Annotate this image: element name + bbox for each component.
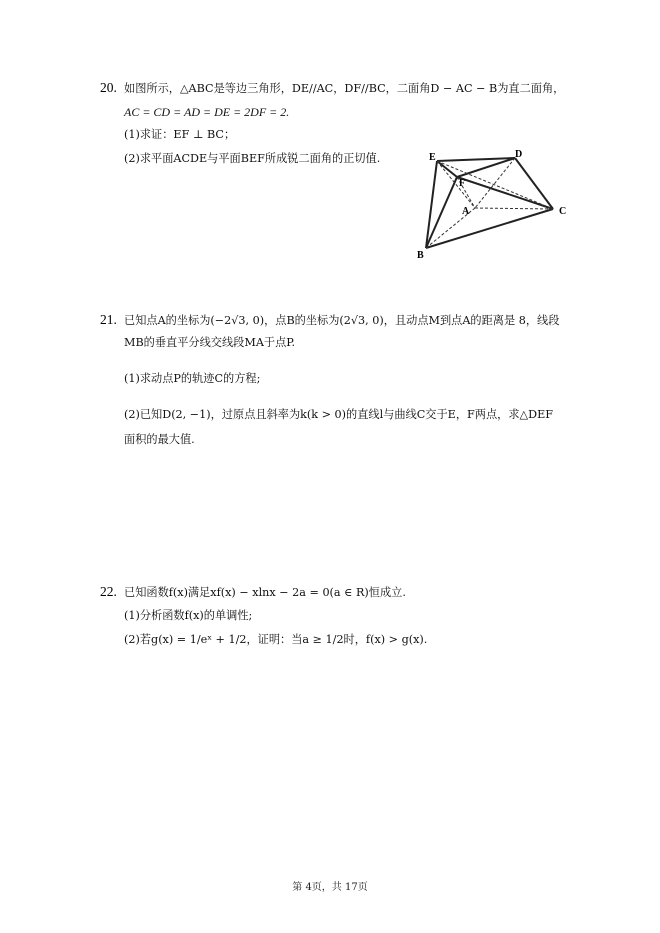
label-c: C xyxy=(559,206,567,217)
q21-number: 21. xyxy=(100,312,117,327)
label-d: D xyxy=(515,150,523,160)
q22-number: 22. xyxy=(100,584,117,599)
q22-part2: (2)若g(x) = 1/eˣ + 1/2，证明：当a ≥ 1/2时，f(x) > g(x). xyxy=(124,633,428,646)
q20-part1: (1)求证：EF ⊥ BC； xyxy=(124,128,236,141)
q20-line2: AC = CD = AD = DE = 2DF = 2. xyxy=(124,105,290,119)
page-footer: 第 4页，共 17页 xyxy=(292,882,368,893)
label-b: B xyxy=(417,250,424,260)
q21-line1: 已知点A的坐标为(−2√3, 0)，点B的坐标为(2√3, 0)，且动点M到点A的距离是 8，线段 xyxy=(124,314,560,327)
q21-line2: MB的垂直平分线交线段MA于点P. xyxy=(124,336,296,349)
label-a: A xyxy=(462,206,470,217)
q22-part1: (1)分析函数f(x)的单调性; xyxy=(124,609,253,622)
label-e: E xyxy=(429,152,436,163)
q20-figure xyxy=(415,150,575,260)
label-f: F xyxy=(459,178,466,189)
q21-part2-line1: (2)已知D(2, −1)，过原点且斜率为k(k > 0)的直线l与曲线C交于E，F两点，求△DEF xyxy=(124,408,554,421)
q20-line1: 如图所示，△ABC是等边三角形，DE//AC，DF//BC，二面角D − AC − B为直二面角， xyxy=(124,82,565,95)
q20-part2: (2)求平面ACDE与平面BEF所成锐二面角的正切值. xyxy=(124,152,381,165)
q20-number: 20. xyxy=(100,80,117,95)
q22-line1: 已知函数f(x)满足xf(x) − xlnx − 2a = 0(a ∈ R)恒成立. xyxy=(124,586,406,599)
q21-part2-line2: 面积的最大值. xyxy=(124,433,195,446)
solid-edges xyxy=(426,158,553,248)
q21-part1: (1)求动点P的轨迹C的方程; xyxy=(124,372,261,385)
